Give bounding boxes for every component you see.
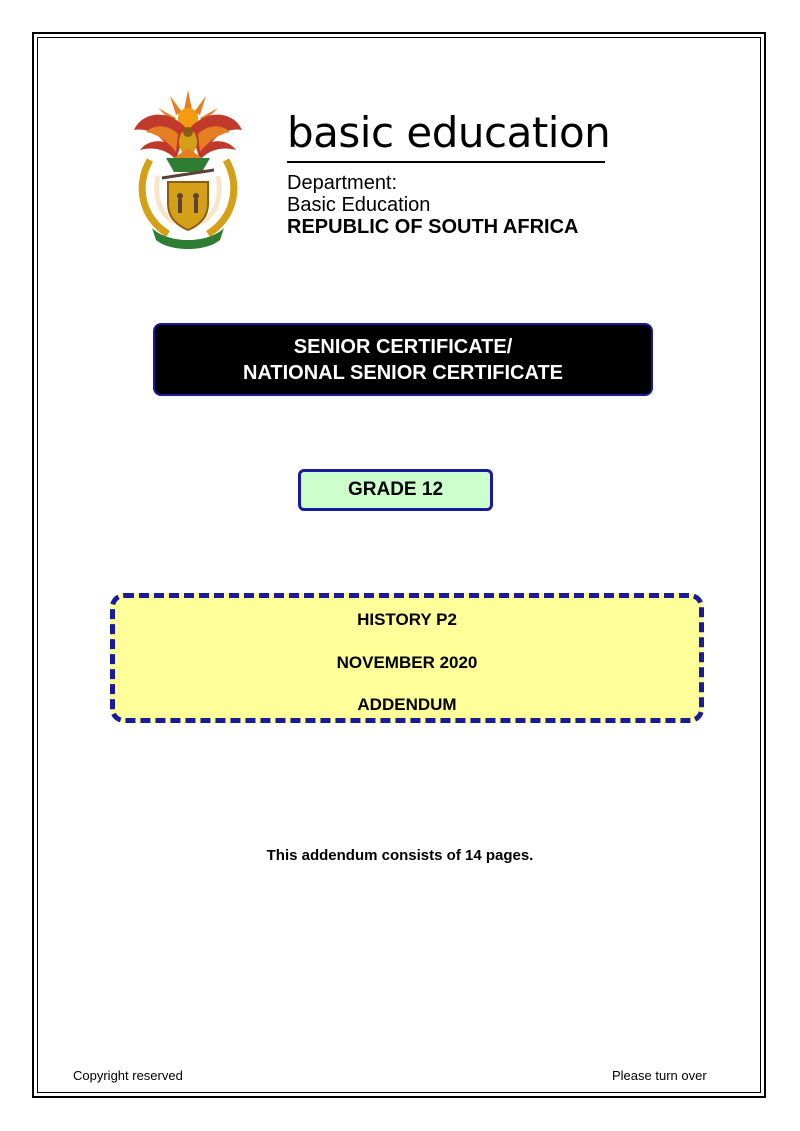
department-name xyxy=(287,172,430,216)
brand-title: basic education xyxy=(287,108,611,157)
footer-turn-over: Please turn over xyxy=(612,1068,707,1083)
department-label: Department: xyxy=(287,172,398,194)
certificate-line-1: SENIOR CERTIFICATE/ xyxy=(293,335,513,358)
exam-session: NOVEMBER 2020 xyxy=(336,653,478,672)
subject-name: HISTORY P2 xyxy=(357,610,457,629)
certificate-line-2: NATIONAL SENIOR CERTIFICATE xyxy=(243,361,563,384)
grade-badge: GRADE 12 xyxy=(298,469,493,511)
brand-underline xyxy=(287,161,605,163)
department-value: Basic Education xyxy=(287,194,431,216)
country-name: REPUBLIC OF SOUTH AFRICA xyxy=(287,216,579,238)
certificate-banner xyxy=(153,323,653,396)
page-count-note: This addendum consists of 14 pages. xyxy=(266,847,534,864)
subject-box xyxy=(110,593,704,723)
coat-of-arms-logo xyxy=(128,88,248,252)
footer-copyright: Copyright reserved xyxy=(73,1068,183,1083)
document-type: ADDENDUM xyxy=(357,695,457,714)
